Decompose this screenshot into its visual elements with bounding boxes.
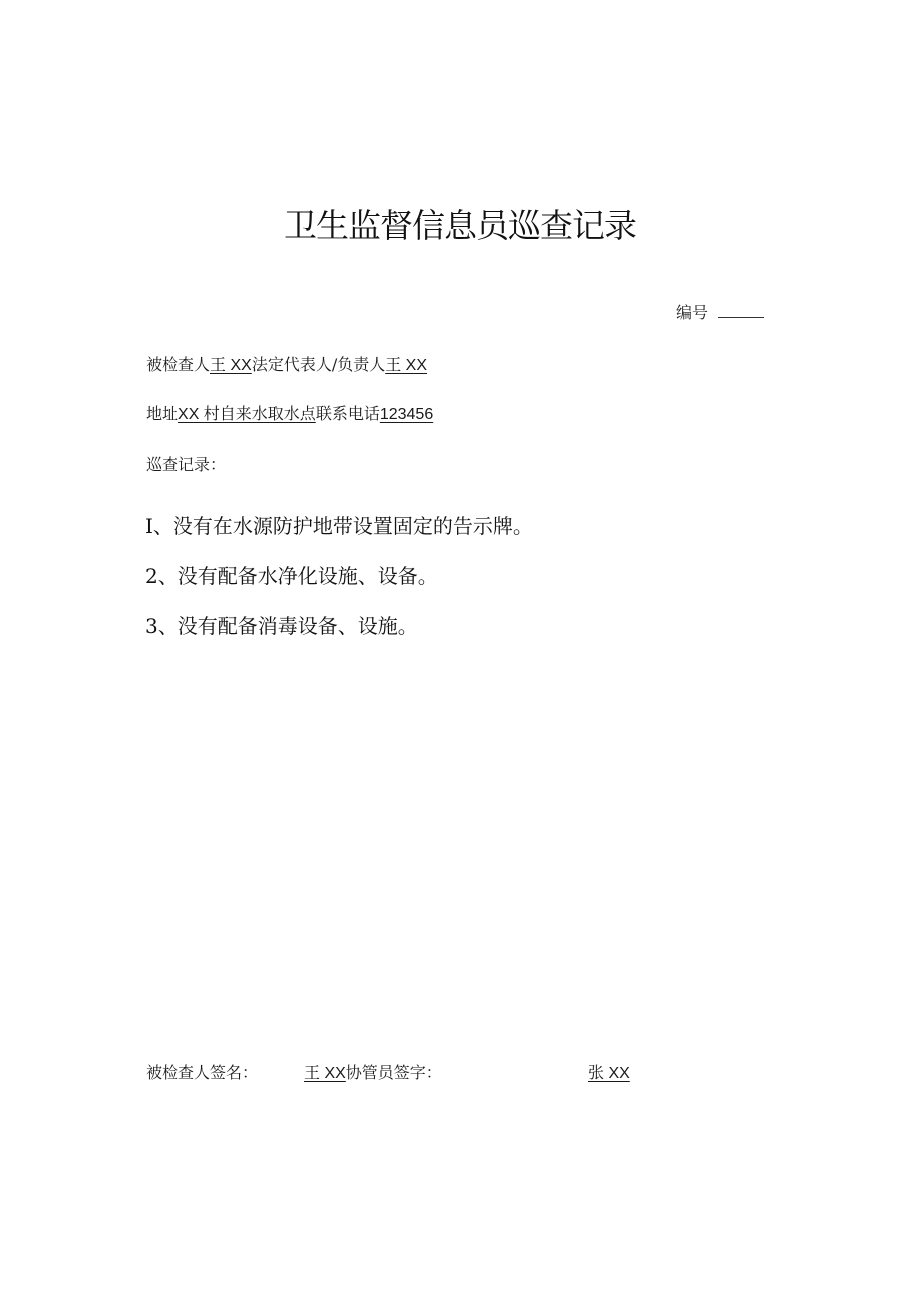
inspected-signature-name: 王 XX [304, 1065, 346, 1082]
document-title: 卫生监督信息员巡查记录 [284, 206, 636, 245]
phone-value: 123456 [379, 406, 434, 423]
address-value: XX 村自来水取水点 [178, 406, 316, 423]
record-heading: 巡查记录： [146, 455, 227, 474]
inspected-signature-block [304, 1060, 442, 1083]
serial-number-label: 编号 [676, 303, 709, 322]
serial-number-field [676, 300, 764, 323]
inspected-signature-label: 被检查人签名： [146, 1063, 259, 1082]
record-item: I、没有在水源防护地带设置固定的告示牌。 [145, 514, 533, 538]
address-line [146, 401, 433, 424]
legal-rep-label: 法定代表人/负责人 [251, 355, 386, 374]
inspected-party-label: 被检查人 [146, 355, 211, 374]
record-item: 3、没有配备消毒设备、设施。 [145, 614, 418, 638]
serial-number-blank [718, 303, 764, 318]
inspected-party-line [146, 352, 427, 375]
phone-label: 联系电话 [315, 404, 380, 423]
address-label: 地址 [146, 404, 179, 423]
assistant-signature-name-block [588, 1060, 630, 1083]
legal-rep-value: 王 XX [385, 357, 428, 374]
record-item: 2、没有配备水净化设施、设备。 [145, 564, 438, 588]
assistant-signature-name: 张 XX [588, 1065, 630, 1082]
assistant-signature-label: 协管员签字： [345, 1063, 442, 1082]
inspected-party-value: 王 XX [210, 357, 252, 374]
